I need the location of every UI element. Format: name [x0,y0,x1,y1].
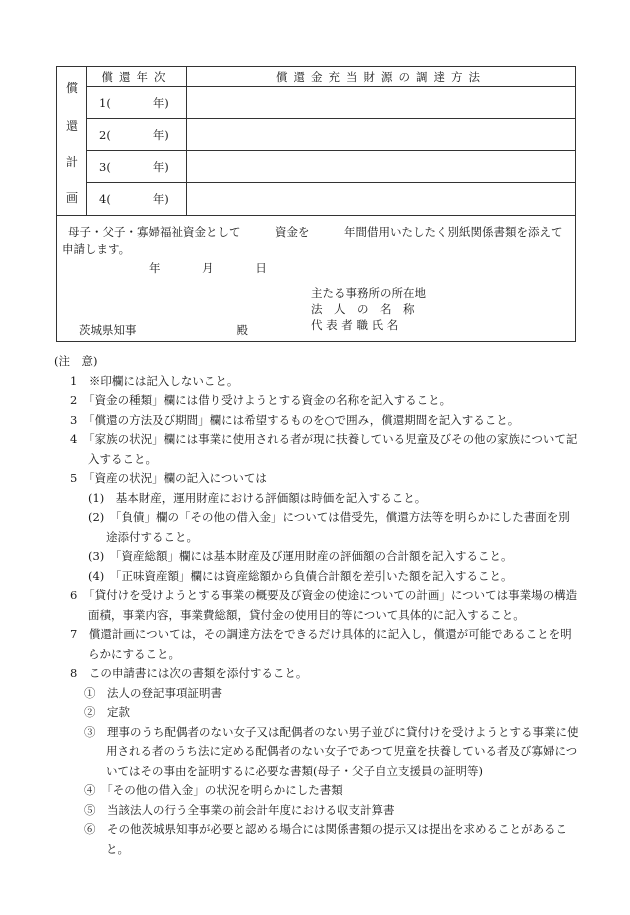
application-date [149,260,267,276]
date-day-label: 日 [255,261,267,275]
governor-label: 茨城県知事 [79,323,137,337]
addressee [79,322,248,338]
funding-method-cell[interactable] [187,119,575,150]
note-item: 3 「償還の方法及び期間」欄には希望するものを○で囲み，償還期間を記入すること。 [70,412,520,427]
date-year-label: 年 [149,261,161,275]
funding-method-cell[interactable] [187,87,575,118]
note-item: 6 「貸付けを受けようとする事業の概要及び資金の使途についての計画」については事業場の構造面積，事業内容，事業費総額，貸付金の使用目的等について具体的に記入すること。 [70,588,578,622]
year-suffix: 年) [152,192,169,206]
application-statement-box [57,215,575,341]
table-row [87,151,575,183]
notes-section [54,352,580,859]
year-suffix: 年) [152,159,169,174]
application-text: 母子・父子・寡婦福祉資金として 資金を 年間借用いたしたく別紙関係書類を添えて申請します。 [62,225,563,256]
attachment-item: ④ 「その他の借入金」の状況を明らかにした書類 [84,783,343,797]
col-header-repayment-year: 償還年次 [87,67,187,86]
attachment-item: ⑤ 当該法人の行う全事業の前会計年度における収支計算書 [84,802,395,817]
note-item: 2 「資金の種類」欄には借り受けようとする資金の名称を記入すること。 [70,393,452,407]
note-item: 5 「資産の状況」欄の記入については [70,471,267,485]
office-address-label: 主たる事務所の所在地 [311,286,426,300]
table-row [87,183,575,215]
honorific-dono: 殿 [236,323,248,337]
side-char: 計 [65,155,78,169]
year-number: 4( [99,192,111,206]
attachment-item: ③ 理事のうち配偶者のない女子又は配偶者のない男子並びに貸付けを受けようとする事業に使用される者のうち法に定める配偶者のない女子であつて児童を扶養している者及び寡婦についてはその事由を証明するに必要な書類(母子・父子自立支援員の証明等) [84,724,579,778]
funding-method-cell[interactable] [187,151,575,182]
note-subitem: (3) 「資産総額」欄には基本財産及び運用財産の評価額の合計額を記入すること。 [88,549,513,563]
repayment-plan-side-label [57,67,87,215]
note-item: 7 償還計画については，その調達方法をできるだけ具体的に記入し，償還が可能であることを明らかにすること。 [70,627,572,661]
date-month-label: 月 [202,261,214,275]
note-subitem: (1) 基本財産，運用財産における評価額は時価を記入すること。 [88,490,427,505]
year-number: 3( [99,159,111,174]
year-number: 2( [99,127,111,142]
attachment-item: ② 定款 [84,705,130,719]
year-suffix: 年) [152,127,169,142]
note-item: 1 ※印欄には記入しないこと。 [70,373,239,388]
note-subitem: (2) 「負債」欄の「その他の借入金」については借受先，償還方法等を明らかにした書面を別途添付すること。 [88,510,570,544]
note-item: 8 この申請書には次の書類を添付すること。 [70,666,308,680]
repayment-plan-table [57,67,575,215]
attachment-item: ① 法人の登記事項証明書 [84,685,222,700]
side-char: 償 [65,81,78,95]
table-row [87,119,575,151]
corporation-name-label: 法 人 の 名 称 [311,302,415,316]
attachment-item: ⑥ その他茨城県知事が必要と認める場合には関係書類の提示又は提出を求めることがあること。 [84,822,567,856]
side-char: 画 [65,191,78,205]
table-header-row [87,67,575,87]
year-number: 1( [99,95,111,110]
application-form-frame [56,66,576,342]
year-suffix: 年) [152,95,169,110]
col-header-funding-method: 償還金充当財源の調達方法 [276,69,486,84]
representative-name-label: 代 表 者 職 氏 名 [311,318,399,332]
notes-heading: (注 意) [54,354,98,368]
table-row [87,87,575,119]
funding-method-cell[interactable] [187,183,575,215]
note-subitem: (4) 「正味資産額」欄には資産総額から負債合計額を差引いた額を記入すること。 [88,568,513,583]
note-item: 4 「家族の状況」欄には事業に使用される者が現に扶養している児童及びその他の家族について記入すること。 [70,432,578,466]
side-char: 還 [65,119,78,133]
